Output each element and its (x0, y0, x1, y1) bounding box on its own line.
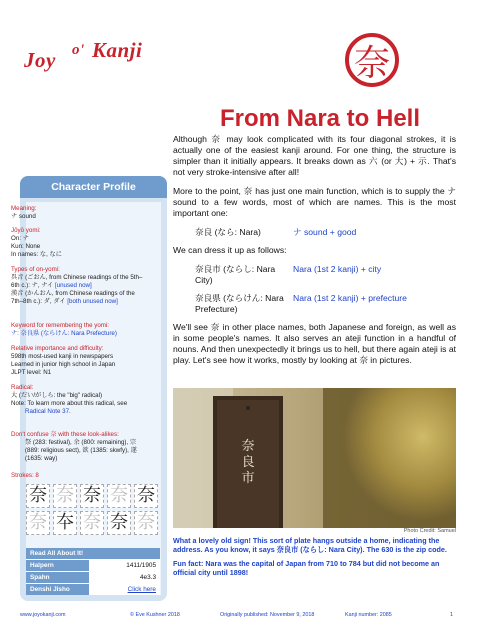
stroke-step: 奈 (80, 484, 104, 508)
sign-text: 奈良市 (241, 439, 255, 486)
footer-copyright: © Eve Kushner 2018 (130, 612, 180, 618)
reference-value: 4e3.3 (89, 572, 160, 583)
paragraph-4: We'll see 奈 in other place names, both Japanese and foreign, as well as in some people's names. It also serves an ateji function in a handful of nouns. And then unexpectedly it brings us to hell, but there again ateji is at play. Let's see how it works, mostly by looking at 奈 in pictures. (173, 322, 456, 365)
meaning-section (11, 205, 143, 221)
caption-1: What a lovely old sign! This sort of plate hangs outside a home, indicating the address. As you know, it says 奈良市 (ならし: Nara City). The 630 is the zip code. (173, 536, 447, 554)
footer-site[interactable]: www.joyokanji.com (20, 612, 66, 618)
reference-value: 1411/1905 (89, 560, 160, 571)
stroke-step: 奈 (26, 511, 50, 535)
types-kanon-link[interactable]: [both unused now] (67, 298, 118, 305)
radical-note: Note: To learn more about this radical, see (11, 400, 128, 407)
denshi-jisho-link[interactable]: Click here (89, 584, 160, 595)
relative-jlpt: JLPT level: N1 (11, 369, 52, 376)
relative-rank: 598th most-used kanji in newspapers (11, 353, 114, 360)
joyo-heading: Jōyō yomi: (11, 227, 41, 234)
stroke-step: 夲 (53, 511, 77, 535)
photo-caption (173, 536, 456, 582)
types-goon: 呉音 (ごおん, from Chinese readings of the 5th–6th c.): ナ, ナイ (11, 274, 143, 289)
example-word: 奈良県 (ならけん: Nara Prefecture) (195, 293, 284, 314)
paragraph-3: We can dress it up as follows: (173, 245, 287, 255)
radical-value: 大 (だい/がしら: the "big" radical) (11, 392, 103, 399)
photo (173, 388, 456, 528)
footer-published: Originally published: November 9, 2018 (220, 612, 315, 618)
relative-section (11, 345, 143, 377)
names-yomi: In names: な, なに (11, 251, 62, 258)
logo-part3: Kanji (92, 38, 143, 62)
example-gloss: Nara (1st 2 kanji) + prefecture (293, 293, 407, 303)
confuse-heading: Don't confuse 奈 with these look-alikes: (11, 431, 119, 438)
meaning-heading: Meaning: (11, 205, 37, 212)
meaning-value: ナ sound (11, 213, 36, 220)
reference-row (26, 559, 160, 571)
kanji-emblem: 奈 (345, 33, 399, 87)
stroke-step: 奈 (107, 511, 131, 535)
relative-school: Learned in junior high school in Japan (11, 361, 116, 368)
example-gloss: ナ sound + good (293, 227, 357, 237)
reference-key: Spahn (26, 572, 89, 583)
stroke-step: 奈 (53, 484, 77, 508)
page-title: From Nara to Hell (219, 105, 421, 132)
example-3 (173, 293, 456, 315)
article-body (173, 134, 456, 374)
strokes-heading: Strokes: 8 (11, 472, 39, 479)
stroke-step: 奈 (134, 484, 158, 508)
example-gloss: Nara (1st 2 kanji) + city (293, 264, 382, 274)
logo-part2: o' (72, 42, 85, 58)
caption-2: Fun fact: Nara was the capital of Japan from 710 to 784 but did not become an official city until 1898! (173, 559, 440, 577)
paragraph-1: Although 奈 may look complicated with its four diagonal strokes, it is actually one of the easiest kanji around. For one thing, the structure is simpler than it initially appears. It breaks down as 六 (or 大) + 示. That's not very stroke-intensive after all! (173, 134, 456, 177)
example-2 (173, 264, 456, 286)
photo-credit: Photo Credit: Samuel (403, 528, 456, 534)
paragraph-2: More to the point, 奈 has just one main function, which is to supply the ナ sound to a few words, most of which are names. This is the most important one: (173, 186, 456, 218)
types-section (11, 266, 143, 306)
relative-heading: Relative importance and difficulty: (11, 345, 104, 352)
stroke-step: 奈 (134, 511, 158, 535)
example-word: 奈良市 (ならし: Nara City) (195, 264, 276, 285)
footer-page: 1 (450, 612, 453, 618)
types-heading: Types of on-yomi: (11, 266, 60, 273)
reference-key: Halpern (26, 560, 89, 571)
reference-table (26, 548, 160, 595)
keyword-heading: Keyword for remembering the yomi: (11, 322, 110, 329)
types-goon-link[interactable]: [unused now] (54, 282, 92, 289)
on-yomi: On: ナ (11, 235, 29, 242)
logo-part1: Joy (24, 48, 56, 72)
radical-section (11, 384, 143, 416)
radical-link[interactable]: Radical Note 37. (25, 408, 71, 415)
keyword-value: ナ: 奈良県 (ならけん: Nara Prefecture) (11, 330, 117, 337)
confuse-section (11, 431, 143, 463)
confuse-list: 祭 (283: festival), 余 (800: remaining), 宗 (889: religious sect), 欲 (1385: skwfy), 遂 (1635: way) (25, 439, 137, 462)
example-word: 奈良 (なら: Nara) (195, 227, 261, 237)
example-1 (173, 227, 456, 238)
stroke-step: 奈 (26, 484, 50, 508)
radical-heading: Radical: (11, 384, 34, 391)
logo (24, 36, 164, 86)
kun-yomi: Kun: None (11, 243, 41, 250)
joyo-section (11, 227, 143, 259)
reference-row (26, 583, 160, 595)
keyword-section (11, 322, 143, 338)
nara-sign-photo (173, 388, 456, 528)
sidebar-title: Character Profile (20, 176, 167, 198)
types-kanon: 漢音 (かんおん, from Chinese readings of the 7th–8th c.): ダ, ダイ (11, 290, 135, 305)
reference-heading: Read All About It! (26, 548, 160, 559)
footer-kanji-number: Kanji number: 2085 (345, 612, 392, 618)
stroke-step: 奈 (107, 484, 131, 508)
stroke-step: 奈 (80, 511, 104, 535)
reference-row (26, 571, 160, 583)
reference-key: Denshi Jisho (26, 584, 89, 595)
strokes-section (11, 472, 143, 480)
